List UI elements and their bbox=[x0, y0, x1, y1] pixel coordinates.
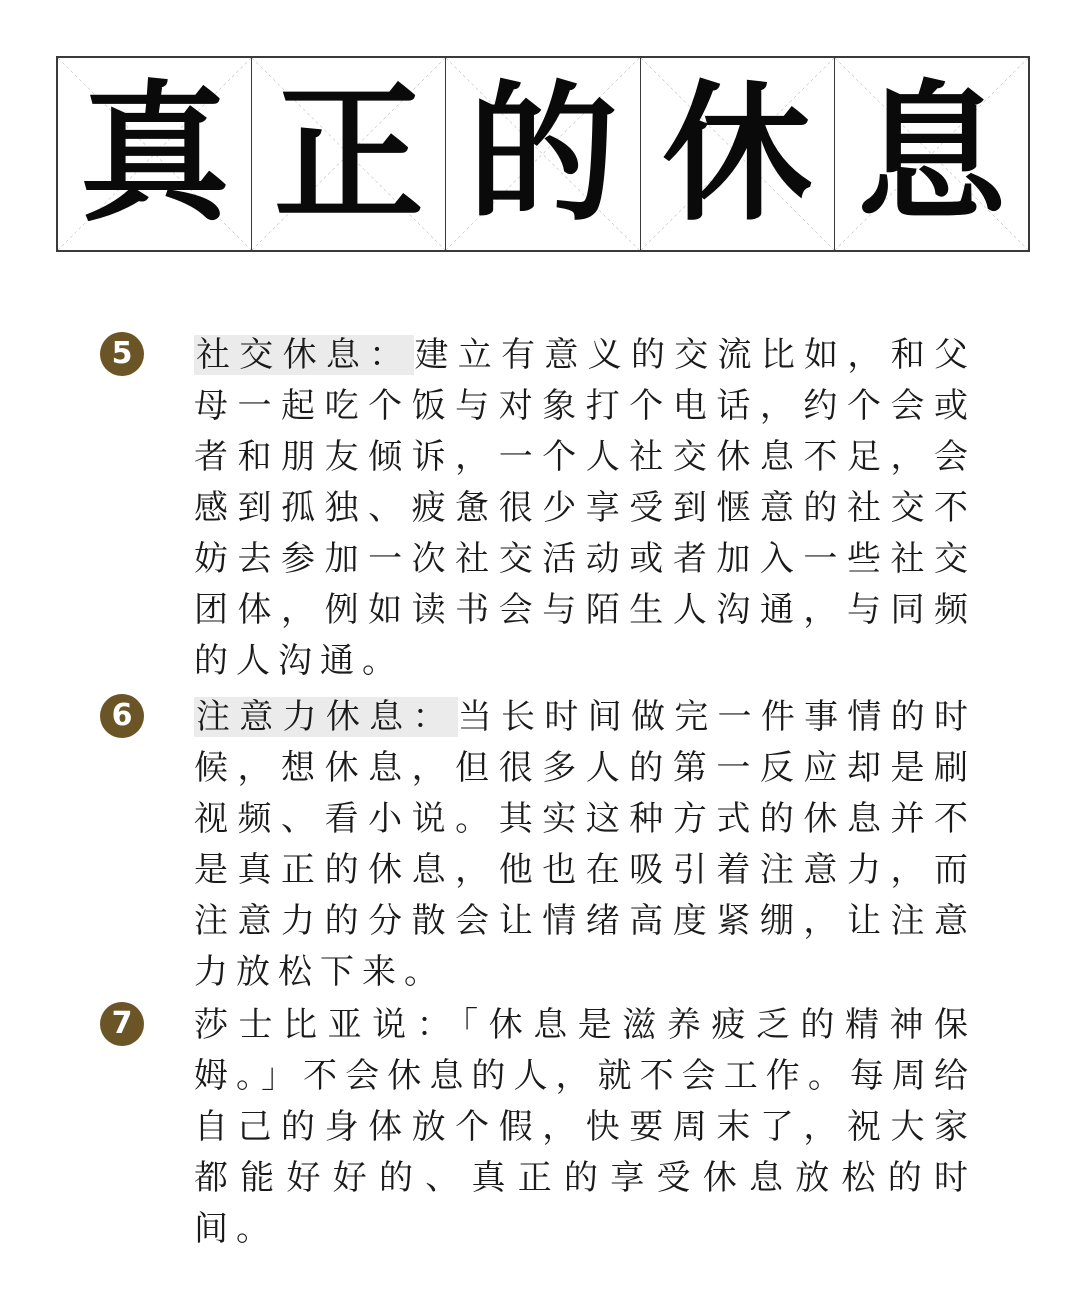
title-cell bbox=[641, 58, 835, 250]
section-text bbox=[194, 1000, 976, 1255]
section-text bbox=[194, 330, 976, 687]
title-char: 的 bbox=[468, 66, 619, 242]
number-badge: 6 bbox=[100, 694, 144, 738]
section-body: 莎士比亚说：「休息是滋养疲乏的精神保姆。」不会休息的人，就不会工作。每周给自己的身体放个假，快要周末了，祝大家都能好好的、真正的享受休息放松的时间。 bbox=[194, 1005, 976, 1249]
title-cell bbox=[58, 58, 252, 250]
section-heading: 社交休息： bbox=[196, 335, 413, 375]
title-cell bbox=[835, 58, 1028, 250]
number-badge: 7 bbox=[100, 1002, 144, 1046]
title-char: 正 bbox=[273, 66, 424, 242]
title-char: 休 bbox=[662, 66, 813, 242]
title-cell bbox=[446, 58, 640, 250]
section-body: 当长时间做完一件事情的时候，想休息，但很多人的第一反应却是刷视频、看小说。其实这种方式的休息并不是真正的休息，他也在吸引着注意力，而注意力的分散会让情绪高度紧绷，让注意力放松下来。 bbox=[194, 697, 976, 992]
title-cell bbox=[252, 58, 446, 250]
number-badge: 5 bbox=[100, 332, 144, 376]
section-text bbox=[194, 692, 976, 998]
title-char: 真 bbox=[79, 66, 230, 242]
title-grid bbox=[56, 56, 1030, 252]
title-char: 息 bbox=[856, 66, 1007, 242]
section-body: 建立有意义的交流比如，和父母一起吃个饭与对象打个电话，约个会或者和朋友倾诉，一个人社交休息不足，会感到孤独、疲惫很少享受到惬意的社交不妨去参加一次社交活动或者加入一些社交团体，例如读书会与陌生人沟通，与同频的人沟通。 bbox=[194, 335, 977, 681]
section-heading: 注意力休息： bbox=[196, 697, 456, 737]
